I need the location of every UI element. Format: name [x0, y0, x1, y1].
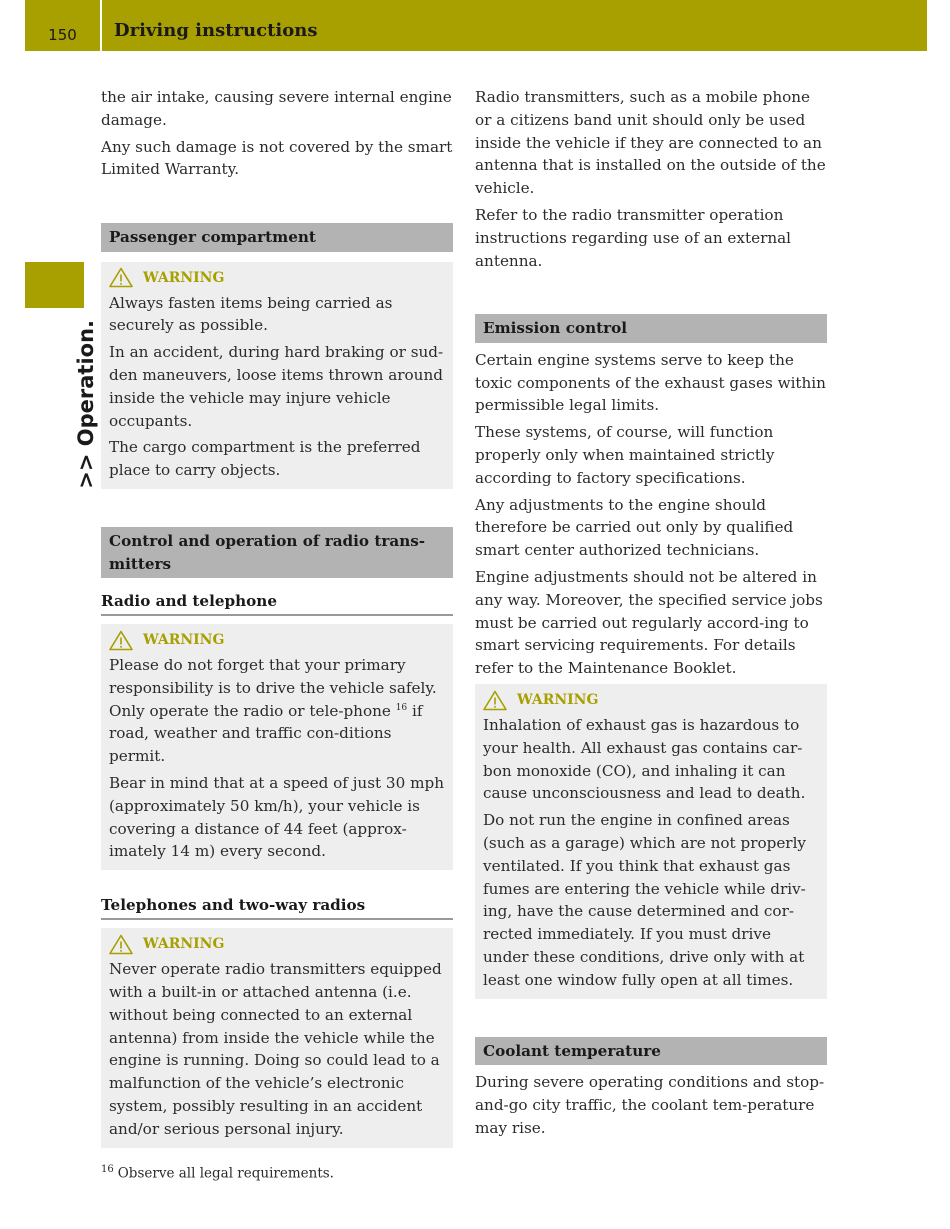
- warning-title: [109, 933, 445, 955]
- footnote-text: Observe all legal requirements.: [117, 1165, 334, 1182]
- warning-title: [109, 629, 445, 651]
- paragraph: During severe operating conditions and stop-and-go city traffic, the coolant tem-perature may rise.: [475, 1073, 825, 1137]
- warning-triangle-icon: [109, 630, 133, 651]
- warning-triangle-icon: [483, 690, 507, 711]
- warning-text: The cargo compartment is the preferred place to carry objects.: [109, 438, 421, 480]
- section-heading-emission: Emission control: [475, 314, 827, 343]
- footnote-number: 16: [101, 1163, 114, 1175]
- warning-triangle-icon: [109, 934, 133, 955]
- paragraph: Engine adjustments should not be altered in any way. Moreover, the specified service jobs must be carried out regularly accord-ing to smart servicing requirements. For details refer to the Maintenance Booklet.: [475, 568, 823, 678]
- warning-label: WARNING: [143, 936, 225, 953]
- warning-title: [109, 267, 445, 289]
- warning-label: WARNING: [517, 692, 599, 709]
- warning-text: Never operate radio transmitters equipped with a built-in or attached antenna (i.e. without being connected to an external antenna) from inside the vehicle while the engine is running. Doing so could lead to a malfunction of the vehicle’s electronic system, possibly resulting in an accident and/or serious personal injury.: [109, 960, 442, 1138]
- paragraph: Refer to the radio transmitter operation instructions regarding use of an external antenna.: [475, 205, 792, 270]
- right-column: [475, 86, 827, 1143]
- warning-text: In an accident, during hard braking or sud-den maneuvers, loose items thrown around inside the vehicle may injure vehicle occupants.: [109, 343, 444, 430]
- paragraph: Radio transmitters, such as a mobile phone or a citizens band unit should only be used inside the vehicle if they are connected to an antenna that is installed on the outside of the vehicle.: [475, 88, 826, 198]
- paragraph: the air intake, causing severe internal engine damage.: [101, 88, 452, 129]
- chapter-label: >> Operation.: [74, 320, 98, 489]
- header-divider: [100, 0, 102, 51]
- warning-box: [101, 928, 453, 1147]
- footnote-reference: 16: [395, 702, 408, 713]
- warning-box: [101, 262, 453, 489]
- warning-box: [475, 684, 827, 999]
- warning-label: WARNING: [143, 269, 225, 286]
- warning-box: [101, 624, 453, 870]
- warning-triangle-icon: [109, 267, 133, 288]
- page-number: 150: [48, 26, 77, 44]
- paragraph: These systems, of course, will function properly only when maintained strictly according to factory specifications.: [475, 423, 775, 487]
- subheading-telephones: Telephones and two-way radios: [101, 894, 453, 920]
- paragraph: Any such damage is not covered by the smart Limited Warranty.: [101, 137, 453, 179]
- page-title: Driving instructions: [114, 20, 318, 41]
- footnote: [101, 1160, 453, 1184]
- section-heading-radio: Control and operation of radio trans-mitters: [101, 527, 453, 578]
- section-heading-coolant: Coolant temperature: [475, 1037, 827, 1066]
- warning-text-part: Please do not forget that your primary responsibility is to drive the vehicle safely. Only operate the radio or tele-phone: [109, 656, 437, 720]
- warning-text: Bear in mind that at a speed of just 30 mph (approximately 50 km/h), your vehicle is covering a distance of 44 feet (approx-imately 14 m) every second.: [109, 774, 444, 861]
- chapter-tab: [25, 262, 84, 308]
- warning-text: Inhalation of exhaust gas is hazardous to your health. All exhaust gas contains car-bon monoxide (CO), and inhaling it can cause unconsciousness and lead to death.: [483, 716, 806, 803]
- warning-text: Always fasten items being carried as securely as possible.: [109, 293, 393, 335]
- section-heading-passenger: Passenger compartment: [101, 223, 453, 252]
- warning-label: WARNING: [143, 632, 225, 649]
- warning-text: [109, 654, 445, 768]
- subheading-radio-telephone: Radio and telephone: [101, 590, 453, 616]
- left-column: [101, 86, 453, 1183]
- warning-text-part: if road, weather and traffic con-ditions permit.: [109, 701, 423, 766]
- paragraph: Certain engine systems serve to keep the toxic components of the exhaust gases within permissible legal limits.: [475, 350, 826, 415]
- paragraph: Any adjustments to the engine should therefore be carried out only by qualified smart center authorized technicians.: [475, 495, 794, 560]
- warning-text: Do not run the engine in confined areas (such as a garage) which are not properly ventilated. If you think that exhaust gas fumes are entering the vehicle while driv-ing, have the cause determined and cor-rected immediately. If you must drive under these conditions, drive only with at least one window fully open at all times.: [483, 811, 807, 989]
- warning-title: [483, 689, 819, 711]
